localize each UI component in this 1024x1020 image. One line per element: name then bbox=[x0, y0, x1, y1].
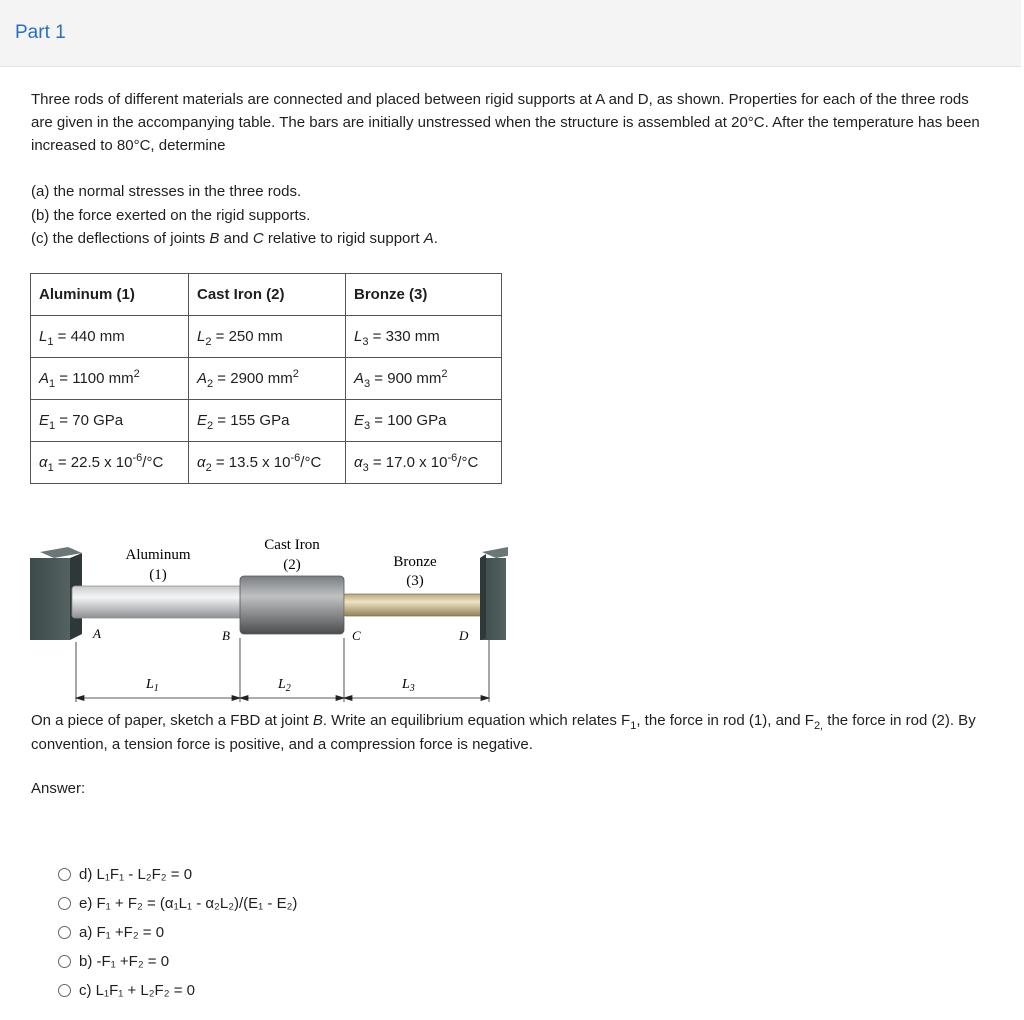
table-cell: $A_1 = 1100$ $mm^2$ bbox=[31, 358, 189, 400]
option-text: d) L₁F₁ - L₂F₂ = 0 bbox=[79, 866, 193, 883]
table-cell: $\alpha_2 = 13.5$ x $10^{-6}/^\circ C$ bbox=[189, 442, 346, 484]
part-c: (c) the deflections of joints B and C relative to rigid support A. bbox=[31, 230, 438, 247]
table-row bbox=[31, 358, 502, 400]
table-cell: $A_3 = 900$ $mm^2$ bbox=[346, 358, 502, 400]
dimension-line bbox=[76, 696, 489, 701]
answer-label: Answer: bbox=[31, 780, 86, 797]
option-text: b) -F₁ +F₂ = 0 bbox=[79, 953, 170, 970]
table-row bbox=[31, 400, 502, 442]
table-cell: $L_3 = 330$ mm bbox=[346, 316, 502, 358]
part-b: (b) the force exerted on the rigid supports. bbox=[31, 206, 311, 224]
dim-l3-label: $L_3$ bbox=[402, 677, 415, 694]
problem-statement bbox=[31, 88, 981, 157]
part-header bbox=[0, 0, 1021, 67]
table-cell: $E_1 = 70$ GPa bbox=[31, 400, 189, 442]
table-cell: $\alpha_1 = 22.5$ x $10^{-6}/^\circ C$ bbox=[31, 442, 189, 484]
label-cast-iron: Cast Iron bbox=[264, 537, 320, 553]
table-cell: $E_2 = 155$ GPa bbox=[189, 400, 346, 442]
option-text: e) F₁ + F₂ = (α₁L₁ - α₂L₂)/(E₁ - E₂) bbox=[79, 895, 298, 912]
option-text: a) F₁ +F₂ = 0 bbox=[79, 924, 165, 941]
option-c[interactable] bbox=[58, 976, 297, 1005]
properties-table bbox=[30, 273, 502, 484]
table-row bbox=[31, 316, 502, 358]
cast-iron-rod bbox=[240, 576, 344, 634]
joint-d-label: D bbox=[459, 628, 469, 643]
label-aluminum-num: (1) bbox=[149, 567, 167, 583]
table-header: Bronze (3) bbox=[346, 274, 502, 316]
table-header: Aluminum (1) bbox=[31, 274, 189, 316]
table-cell: $L_2 = 250$ mm bbox=[189, 316, 346, 358]
fbd-question: On a piece of paper, sketch a FBD at joint B. Write an equilibrium equation which relates $F_1$, the force in rod (1), and $F_{2,}$ the force in rod (2). By convention, a tension force is positive, and a compression force is negative. bbox=[31, 712, 976, 753]
option-e[interactable] bbox=[58, 889, 297, 918]
table-cell: $\alpha_3 = 17.0$ x $10^{-6}/^\circ C$ bbox=[346, 442, 502, 484]
radio-button[interactable] bbox=[58, 984, 71, 997]
dim-l1-label: $L_1$ bbox=[146, 677, 159, 694]
dim-l2-label: $L_2$ bbox=[278, 677, 291, 694]
table-cell: $A_2 = 2900$ $mm^2$ bbox=[189, 358, 346, 400]
part-title: Part 1 bbox=[15, 22, 66, 43]
option-b[interactable] bbox=[58, 947, 297, 976]
option-d[interactable] bbox=[58, 860, 297, 889]
option-text: c) L₁F₁ + L₂F₂ = 0 bbox=[79, 982, 195, 999]
table-header-row bbox=[31, 274, 502, 316]
bronze-rod bbox=[344, 594, 490, 616]
answer-options bbox=[58, 860, 297, 1005]
right-support bbox=[480, 547, 508, 640]
label-bronze: Bronze bbox=[393, 554, 437, 570]
rod-assembly-figure bbox=[28, 530, 508, 710]
table-cell: $E_3 = 100$ GPa bbox=[346, 400, 502, 442]
radio-button[interactable] bbox=[58, 926, 71, 939]
radio-button[interactable] bbox=[58, 868, 71, 881]
label-cast-iron-num: (2) bbox=[283, 557, 301, 573]
label-aluminum: Aluminum bbox=[125, 547, 191, 563]
part-a: (a) the normal stresses in the three rods. bbox=[31, 183, 302, 200]
label-bronze-num: (3) bbox=[406, 573, 424, 589]
joint-b-label: B bbox=[222, 628, 230, 643]
problem-parts bbox=[31, 180, 438, 251]
table-cell: $L_1 = 440$ mm bbox=[31, 316, 189, 358]
table-header: Cast Iron (2) bbox=[189, 274, 346, 316]
option-a[interactable] bbox=[58, 918, 297, 947]
problem-intro: Three rods of different materials are connected and placed between rigid supports at A and D, as shown. Properties for each of the three rods are given in the accompanying table. The bars are initially unstressed when the structure is assembled at 20°C. After the temperature has been increased to 80°C, determine bbox=[31, 91, 980, 154]
table-row bbox=[31, 442, 502, 484]
radio-button[interactable] bbox=[58, 955, 71, 968]
aluminum-rod bbox=[72, 586, 242, 618]
joint-c-label: C bbox=[352, 628, 361, 643]
radio-button[interactable] bbox=[58, 897, 71, 910]
joint-a-label: A bbox=[93, 626, 101, 641]
